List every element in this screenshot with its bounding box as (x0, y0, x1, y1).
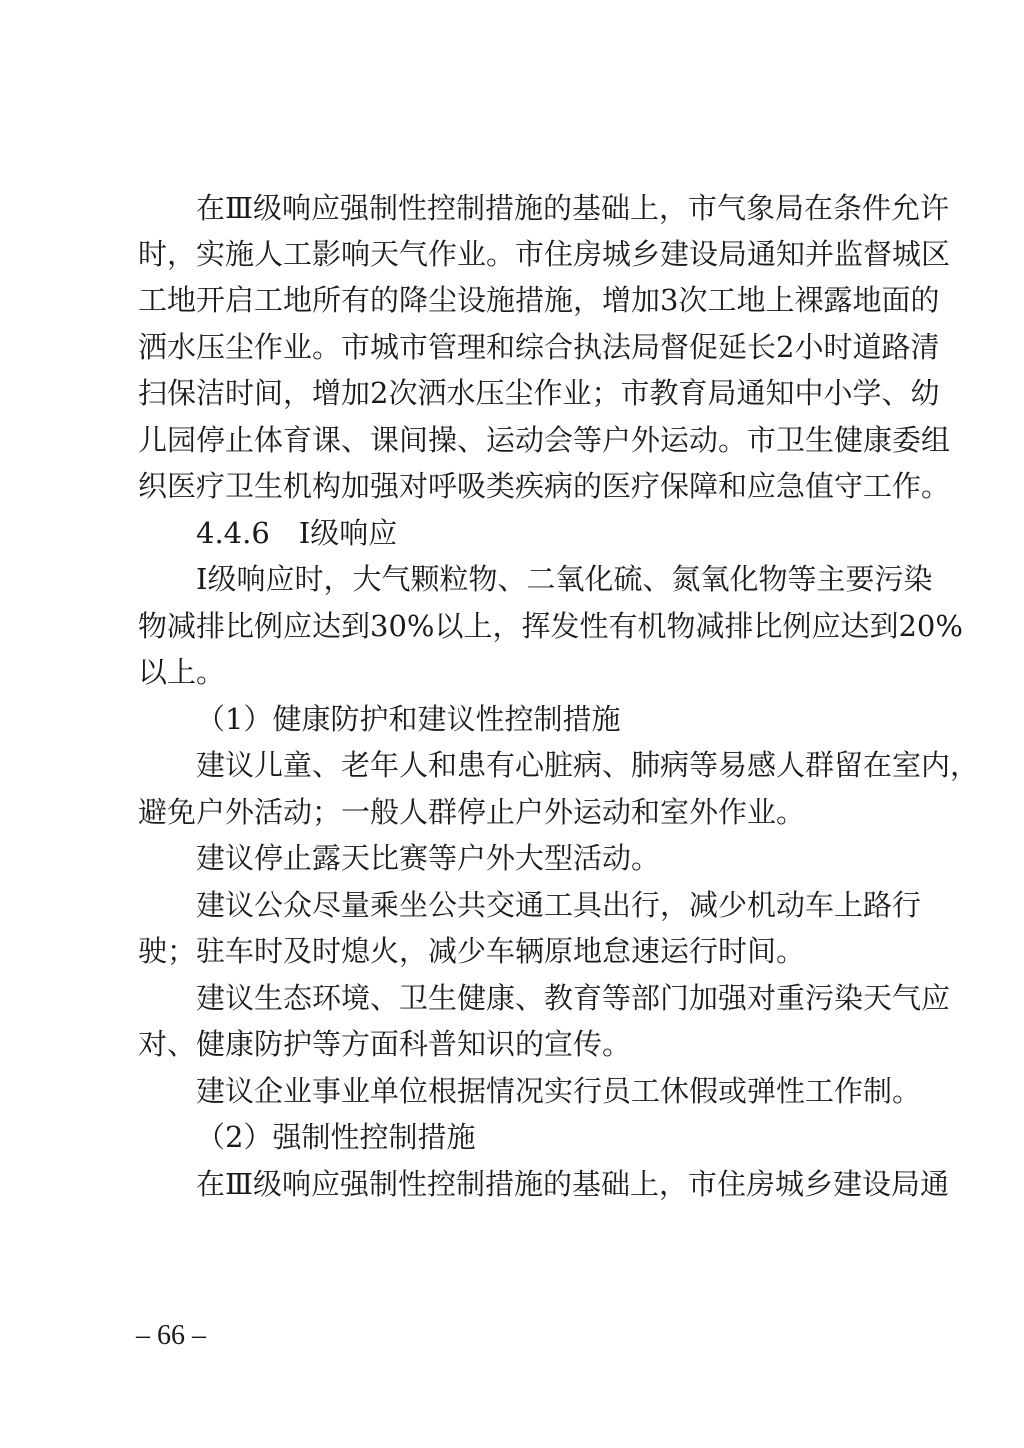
text-line: 以上。 (138, 655, 226, 689)
text-line: 在Ⅲ级响应强制性控制措施的基础上，市气象局在条件允许 (196, 191, 949, 225)
text-line: 洒水压尘作业。市城市管理和综合执法局督促延长2小时道路清 (138, 330, 940, 364)
text-line: Ⅰ级响应时，大气颗粒物、二氧化硫、氮氧化物等主要污染 (196, 562, 933, 596)
text-line: 建议儿童、老年人和患有心脏病、肺病等易感人群留在室内， (196, 748, 980, 782)
text-line: 织医疗卫生机构加强对呼吸类疾病的医疗保障和应急值守工作。 (138, 469, 951, 503)
section-heading: 4.4.6 Ⅰ级响应 (196, 516, 398, 550)
text-line: 儿园停止体育课、课间操、运动会等户外运动。市卫生健康委组 (138, 423, 951, 457)
subsection-heading: （2）强制性控制措施 (196, 1120, 476, 1154)
text-line: 避免户外活动；一般人群停止户外运动和室外作业。 (138, 795, 806, 829)
text-line: 扫保洁时间，增加2次洒水压尘作业；市教育局通知中小学、幼 (138, 376, 940, 410)
text-line: 对、健康防护等方面科普知识的宣传。 (138, 1027, 632, 1061)
text-line: 在Ⅲ级响应强制性控制措施的基础上，市住房城乡建设局通 (196, 1167, 949, 1201)
text-line: 驶；驻车时及时熄火，减少车辆原地怠速运行时间。 (138, 934, 806, 968)
text-line: 建议生态环境、卫生健康、教育等部门加强对重污染天气应 (196, 981, 951, 1015)
text-line: 建议企业事业单位根据情况实行员工休假或弹性工作制。 (196, 1074, 922, 1108)
text-line: 工地开启工地所有的降尘设施措施，增加3次工地上裸露地面的 (138, 283, 940, 317)
page-number: – 66 – (136, 1320, 206, 1351)
text-line: 时，实施人工影响天气作业。市住房城乡建设局通知并监督城区 (138, 237, 951, 271)
text-line: 建议停止露天比赛等户外大型活动。 (196, 841, 661, 875)
subsection-heading: （1）健康防护和建议性控制措施 (196, 702, 621, 736)
text-line: 物减排比例应达到30%以上，挥发性有机物减排比例应达到20% (138, 609, 963, 643)
text-line: 建议公众尽量乘坐公共交通工具出行，减少机动车上路行 (196, 888, 922, 922)
